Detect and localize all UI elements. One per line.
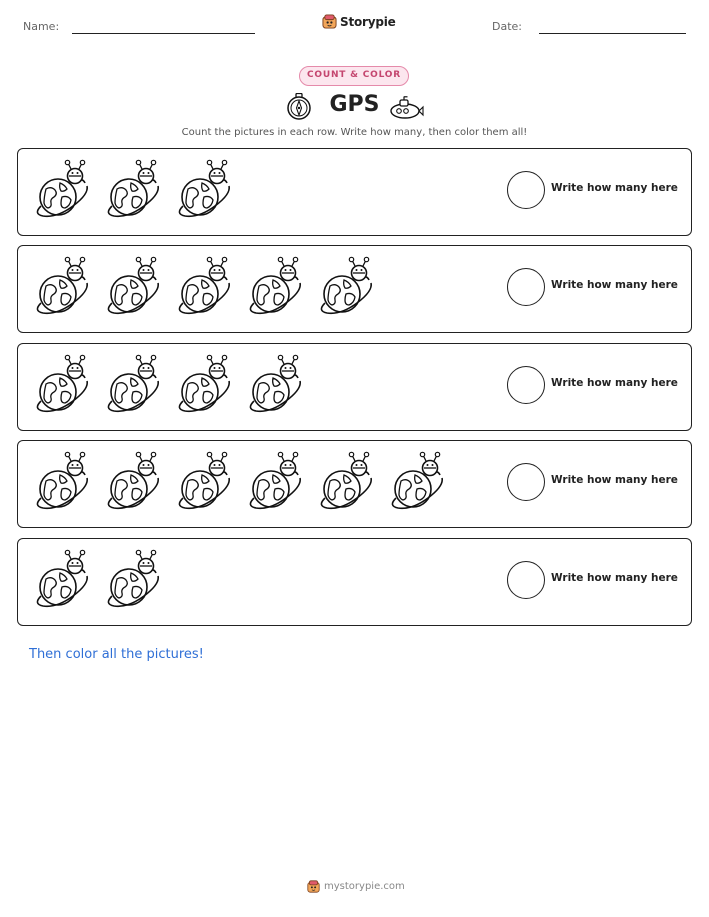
answer-circle[interactable] (507, 171, 545, 209)
name-field[interactable] (72, 33, 255, 34)
answer-label: Write how many here (551, 182, 678, 194)
answer-circle[interactable] (507, 561, 545, 599)
name-label: Name: (23, 20, 60, 33)
alien-planet-icon (103, 354, 169, 418)
picture-group (32, 256, 382, 320)
date-label: Date: (492, 20, 522, 33)
alien-planet-icon (387, 451, 453, 515)
brand-logo (322, 14, 396, 29)
alien-planet-icon (103, 549, 169, 613)
alien-planet-icon (316, 256, 382, 320)
storypie-logo-icon (322, 14, 337, 29)
answer-label: Write how many here (551, 572, 678, 584)
alien-planet-icon (32, 159, 98, 223)
instructions: Count the pictures in each row. Write how many, then color them all! (181, 127, 528, 138)
alien-planet-icon (245, 256, 311, 320)
date-field[interactable] (539, 33, 686, 34)
alien-planet-icon (103, 256, 169, 320)
picture-group (32, 451, 453, 515)
page-title: GPS (329, 92, 380, 117)
alien-planet-icon (174, 159, 240, 223)
picture-group (32, 354, 311, 418)
storypie-logo-icon (307, 880, 320, 893)
alien-planet-icon (103, 451, 169, 515)
alien-planet-icon (103, 159, 169, 223)
alien-planet-icon (32, 549, 98, 613)
alien-planet-icon (174, 256, 240, 320)
picture-group (32, 549, 169, 613)
count-row-5 (17, 538, 692, 626)
footer-url: mystorypie.com (324, 881, 405, 892)
category-badge: COUNT & COLOR (299, 66, 409, 86)
count-row-4 (17, 440, 692, 528)
title-row (0, 92, 709, 122)
alien-planet-icon (245, 354, 311, 418)
alien-planet-icon (32, 451, 98, 515)
answer-circle[interactable] (507, 366, 545, 404)
answer-label: Write how many here (551, 279, 678, 291)
picture-group (32, 159, 240, 223)
answer-label: Write how many here (551, 377, 678, 389)
count-row-2 (17, 245, 692, 333)
alien-planet-icon (316, 451, 382, 515)
alien-planet-icon (174, 354, 240, 418)
footer (307, 880, 405, 893)
alien-planet-icon (245, 451, 311, 515)
alien-planet-icon (32, 256, 98, 320)
count-row-1 (17, 148, 692, 236)
answer-label: Write how many here (551, 474, 678, 486)
alien-planet-icon (32, 354, 98, 418)
submarine-icon (388, 96, 424, 120)
answer-circle[interactable] (507, 463, 545, 501)
count-row-3 (17, 343, 692, 431)
brand-name: Storypie (340, 14, 396, 29)
alien-planet-icon (174, 451, 240, 515)
color-instruction: Then color all the pictures! (29, 647, 204, 662)
answer-circle[interactable] (507, 268, 545, 306)
